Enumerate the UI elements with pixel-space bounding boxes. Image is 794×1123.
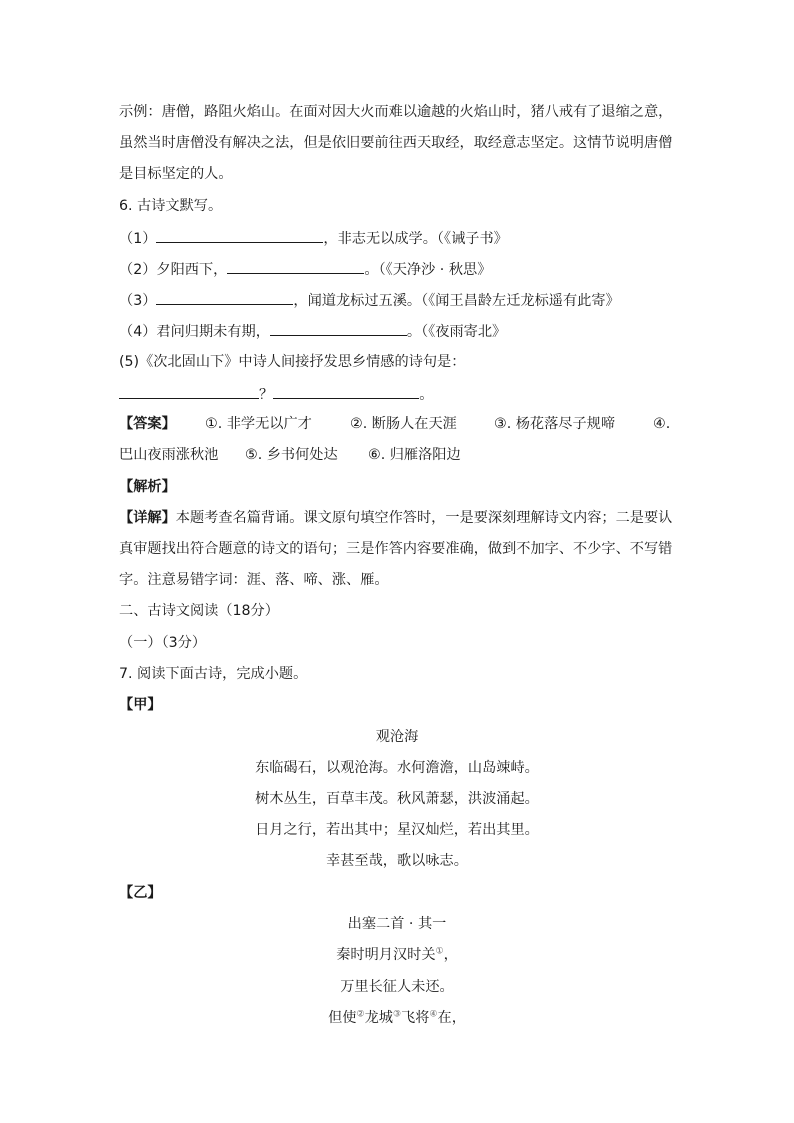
item-number: （1） xyxy=(119,231,157,247)
poem-b-line-1 xyxy=(0,945,794,965)
answer-blank xyxy=(156,227,323,243)
poem-b-title: 出塞二首 · 其一 xyxy=(347,916,447,932)
analysis-text: 本题考查名篇背诵。课文原句填空作答时，一是要深刻理解诗文内容；二是要认 xyxy=(175,510,673,526)
footnote-marker: ① xyxy=(435,946,444,957)
poem-text: 但使 xyxy=(328,1010,357,1026)
answer-blank xyxy=(270,320,407,336)
blank-item-5-answer xyxy=(119,383,433,405)
answer-4-number: ④. xyxy=(653,416,671,432)
item-text: 。（《夜雨寄北》 xyxy=(406,324,507,340)
item-text: 。（《天净沙 · 秋思》 xyxy=(364,262,492,278)
poem-text: ， xyxy=(443,947,458,963)
answer-line-1 xyxy=(119,414,671,434)
item-text: ，非志无以成学。（《诫子书》 xyxy=(323,231,508,247)
item-text: ？ xyxy=(259,387,274,403)
example-line-3: 是目标坚定的人。 xyxy=(119,166,233,182)
poem-text: 飞将 xyxy=(401,1010,430,1026)
poem-text: 龙城 xyxy=(364,1010,393,1026)
answer-blank xyxy=(273,383,419,399)
poem-text: 秦时明月汉时关 xyxy=(336,947,436,963)
blank-item-3 xyxy=(119,289,620,311)
answer-2: ②. 断肠人在天涯 xyxy=(350,416,457,432)
analysis-line-1 xyxy=(119,508,672,528)
blank-item-5-prompt: (5)《次北固山下》中诗人间接抒发思乡情感的诗句是： xyxy=(119,354,466,370)
answer-tag: 【答案】 xyxy=(119,416,176,432)
answer-3: ③. 杨花落尽子规啼 xyxy=(494,416,616,432)
blank-item-1 xyxy=(119,227,508,249)
answer-line-2 xyxy=(119,445,461,465)
item-number: （2） xyxy=(119,262,157,278)
poem-a-line-2: 树木丛生，百草丰茂。秋风萧瑟，洪波涌起。 xyxy=(255,791,539,807)
poem-a-tag: 【甲】 xyxy=(119,697,162,713)
example-line-1: 示例：唐僧，路阻火焰山。在面对因大火而难以逾越的火焰山时，猪八戒有了退缩之意， xyxy=(119,104,673,120)
analysis-line-3: 字。注意易错字词：涯、落、啼、涨、雁。 xyxy=(119,572,389,588)
poem-b-line-3 xyxy=(0,1008,794,1028)
answer-blank xyxy=(156,289,293,305)
example-line-2: 虽然当时唐僧没有解决之法，但是依旧要前往西天取经，取经意志坚定。这情节说明唐僧 xyxy=(119,135,673,151)
footnote-marker: ③ xyxy=(392,1009,402,1020)
blank-item-2 xyxy=(119,258,491,280)
answer-6: ⑥. 归雁洛阳边 xyxy=(368,447,461,463)
poem-a-title: 观沧海 xyxy=(375,729,419,745)
answer-5: ⑤. 乡书何处达 xyxy=(245,447,338,463)
answer-4: 巴山夜雨涨秋池 xyxy=(119,447,219,463)
detail-tag: 【详解】 xyxy=(119,510,176,526)
blank-item-4 xyxy=(119,320,506,342)
item-text: ，闻道龙标过五溪。（《闻王昌龄左迁龙标遥有此寄》 xyxy=(293,293,620,309)
item-number: （4） xyxy=(119,324,157,340)
item-number: （3） xyxy=(119,293,157,309)
section-2-title: 二、古诗文阅读（18分） xyxy=(119,603,279,619)
item-text: 夕阳西下， xyxy=(156,262,228,278)
poem-text: 在， xyxy=(437,1010,466,1026)
analysis-line-2: 真审题找出符合题意的诗文的语句；三是作答内容要准确，做到不加字、不少字、不写错 xyxy=(119,541,673,557)
footnote-marker: ② xyxy=(356,1009,365,1020)
item-text: 君问归期未有期， xyxy=(156,324,270,340)
item-text: 。 xyxy=(419,387,434,403)
question-7-title: 7. 阅读下面古诗，完成小题。 xyxy=(119,666,308,682)
poem-b-line-2: 万里长征人未还。 xyxy=(340,979,454,995)
answer-blank xyxy=(227,258,364,274)
poem-a-line-1: 东临碣石，以观沧海。水何澹澹，山岛竦峙。 xyxy=(255,760,539,776)
poem-a-line-4: 幸甚至哉，歌以咏志。 xyxy=(326,853,468,869)
poem-b-tag: 【乙】 xyxy=(119,885,162,901)
analysis-tag: 【解析】 xyxy=(119,479,176,495)
poem-a-line-3: 日月之行，若出其中；星汉灿烂，若出其里。 xyxy=(255,822,539,838)
footnote-marker: ④ xyxy=(429,1009,438,1020)
answer-blank xyxy=(119,383,259,399)
answer-1: ①. 非学无以广才 xyxy=(205,416,312,432)
section-2-subtitle: （一）（3分） xyxy=(119,635,207,651)
question-6-title: 6. 古诗文默写。 xyxy=(119,198,223,214)
